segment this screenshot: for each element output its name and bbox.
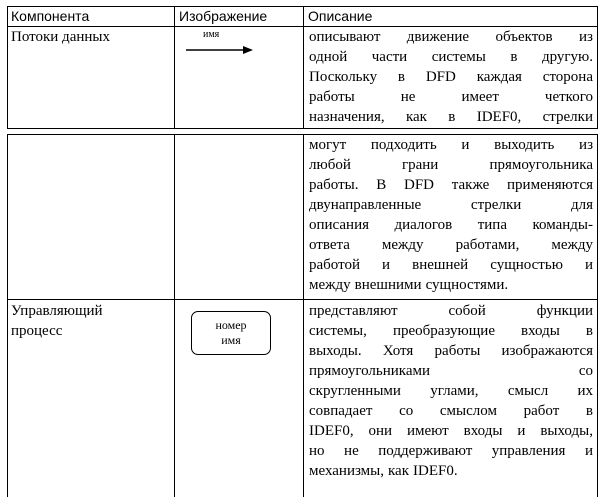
process-box-number: номер: [215, 318, 247, 332]
row1-desc-line-8: работы. В DFD также применяются: [309, 177, 593, 193]
row1-desc-line-12: работой и внешней сущностью и: [309, 257, 593, 273]
header-description: Описание: [308, 8, 373, 24]
row2-desc-line-5: скругленными углами, смысл их: [309, 383, 593, 399]
row1-desc-line-11: ответа между работами, между: [309, 237, 593, 253]
row2-desc-line-9: механизмы, как IDEF0.: [309, 463, 458, 479]
header-image: Изображение: [179, 8, 268, 24]
column-divider-1b: [174, 134, 175, 497]
row2-desc-line-8: но не поддерживают управления и: [309, 443, 593, 459]
flow-arrow-icon: [185, 44, 255, 56]
column-divider-2b: [303, 134, 304, 497]
row1-desc-line-5: назначения, как в IDEF0, стрелки: [309, 109, 593, 125]
row2-component-line-1: Управляющий: [11, 303, 103, 319]
row1-desc-line-10: описания диалогов типа команды-: [309, 217, 593, 233]
table-border-left: [7, 6, 8, 129]
row1-desc-line-1: описывают движение объектов из: [309, 29, 593, 45]
row2-desc-line-4: прямоугольниками со: [309, 363, 593, 379]
column-divider-1: [174, 6, 175, 129]
row2-desc-line-6: совпадает со смыслом работ в: [309, 403, 593, 419]
table-border-right: [597, 6, 598, 129]
row1-desc-line-2: одной части системы в другую.: [309, 49, 593, 65]
row1-desc-line-9: двунаправленные стрелки для: [309, 197, 593, 213]
flow-arrow-label: имя: [203, 29, 220, 40]
header-component: Компонента: [11, 8, 90, 24]
row2-component-line-2: процесс: [11, 323, 63, 339]
row2-desc-line-3: выходы. Хотя работы изображаются: [309, 343, 593, 359]
row1-desc-line-7: любой грани прямоугольника: [309, 157, 593, 173]
row2-desc-line-2: системы, преобразующие входы в: [309, 323, 593, 339]
row1-desc-line-6: могут подходить и выходить из: [309, 137, 593, 153]
row1-desc-line-3: Поскольку в DFD каждая сторона: [309, 69, 593, 85]
table-border-right-2: [597, 134, 598, 497]
table-border-left-2: [7, 134, 8, 497]
row1-desc-line-13: между внешними сущностями.: [309, 277, 509, 293]
row1-component: Потоки данных: [11, 29, 110, 45]
process-box-name: имя: [221, 333, 241, 347]
process-box-icon: [191, 311, 271, 355]
row1-desc-line-4: работы не имеет четкого: [309, 89, 593, 105]
row2-desc-line-1: представляют собой функции: [309, 303, 593, 319]
column-divider-2: [303, 6, 304, 129]
row2-desc-line-7: IDEF0, они имеют входы и выходы,: [309, 423, 593, 439]
